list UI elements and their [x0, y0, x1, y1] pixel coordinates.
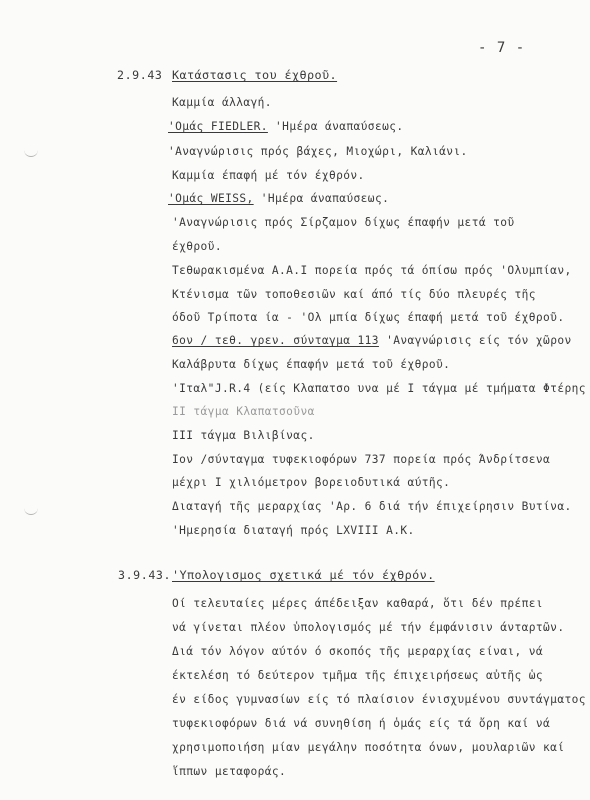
section-date: 2.9.43 [117, 68, 163, 82]
group-name: 'Ομάς WEISS, [168, 192, 254, 205]
group-name: 'Ομάς FIEDLER. [168, 120, 268, 133]
text-line: Οί τελευταίες μέρες άπέδειξαν καθαρά, ὅτι δέν πρέπει [172, 597, 544, 610]
text-line: 6ον / τεθ. γρεν. σύνταγμα 113 'Αναγνώρισις είς τόν χῶρον [172, 334, 572, 347]
text-line: μέχρι Ι χιλιόμετρον βορειοδυτικά αύτῆς. [172, 476, 451, 489]
text-line: Τεθωρακισμένα Α.Α.Ι πορεία πρός τά όπίσω πρός 'Ολυμπίαν, [172, 264, 572, 277]
text-line: έχθροῦ. [172, 240, 222, 253]
punch-hole-mark [24, 148, 38, 157]
text-line: Ιον /σύνταγμα τυφεκιοφόρων 737 πορεία πρός Άνδρίτσενα [172, 453, 551, 466]
text-line: χρησιμοποιήση μίαν μεγάλην ποσότητα όνων, μουλαριῶν καί [172, 741, 565, 754]
text-line: 'Ομάς WEISS, 'Ημέρα άναπαύσεως. [168, 192, 390, 205]
section-heading: Κατάστασις του έχθροῦ. [172, 68, 338, 82]
text-line: όδοῦ Τρίποτα ία - 'Ολ μπία δίχως έπαφή μετά τοῦ έχθροῦ. [172, 311, 565, 324]
text-line: ΙΙ τάγμα Κλαπατσοῦνα [172, 405, 315, 418]
text-line: τυφεκιοφόρων διά νά συνηθίση ή ὁμάς είς τά ὄρη καί νά [172, 717, 551, 730]
text-line: έν είδος γυμνασίων είς τό πλαίσιον ένισχυμένου συντάγματος [172, 693, 586, 706]
text-line: Καμμία έπαφή μέ τόν έχθρόν. [172, 169, 365, 182]
text-line: Διά τόν λόγον αύτόν ό σκοπός τῆς μεραρχίας είναι, νά [172, 645, 544, 658]
section-heading: 'Υπολογισμος σχετικά μέ τόν έχθρόν. [172, 568, 435, 582]
text-line: Διαταγή τῆς μεραρχίας 'Αρ. 6 διά τήν έπιχείρησιν Βυτίνα. [172, 500, 572, 513]
text-line: 'Ομάς FIEDLER. 'Ημέρα άναπαύσεως. [168, 120, 404, 133]
text-line: 'Ιταλ"J.R.4 (είς Κλαπατσο υνα μέ Ι τάγμα μέ τμήματα Φτέρης [172, 382, 586, 395]
page-number: - 7 - [478, 40, 526, 56]
text-line: νά γίνεται πλέον ὑπολογισμός μέ τήν έμφάνισιν άνταρτῶν. [172, 621, 565, 634]
text-line: Κτένισμα τῶν τοποθεσιῶν καί άπό τίς δύο πλευρές τῆς [172, 288, 536, 301]
punch-hole-mark [24, 506, 38, 515]
text-line: έκτελέση τό δεύτερον τμῆμα τῆς έπιχειρήσεως αὐτῆς ὡς [172, 669, 544, 682]
text-line: 'Αναγνώρισις πρός βάχες, Μιοχώρι, Καλιάνι. [168, 145, 468, 158]
text-line: ΙΙΙ τάγμα Βιλιβίνας. [172, 429, 315, 442]
text-line: 'Αναγνώρισις πρός Σίρζαμον δίχως έπαφήν μετά τοῦ [172, 216, 515, 229]
unit-name: 6ον / τεθ. γρεν. σύνταγμα 113 [172, 334, 379, 347]
text-line: Καμμία άλλαγή. [172, 96, 272, 109]
text-line: Καλάβρυτα δίχως έπαφήν μετά τοῦ έχθροῦ. [172, 358, 451, 371]
section-date: 3.9.43. [118, 568, 172, 582]
text-line: ἵππων μεταφοράς. [172, 765, 287, 778]
text-line: 'Ημερησία διαταγή πρός LXVIII Α.Κ. [172, 524, 415, 537]
